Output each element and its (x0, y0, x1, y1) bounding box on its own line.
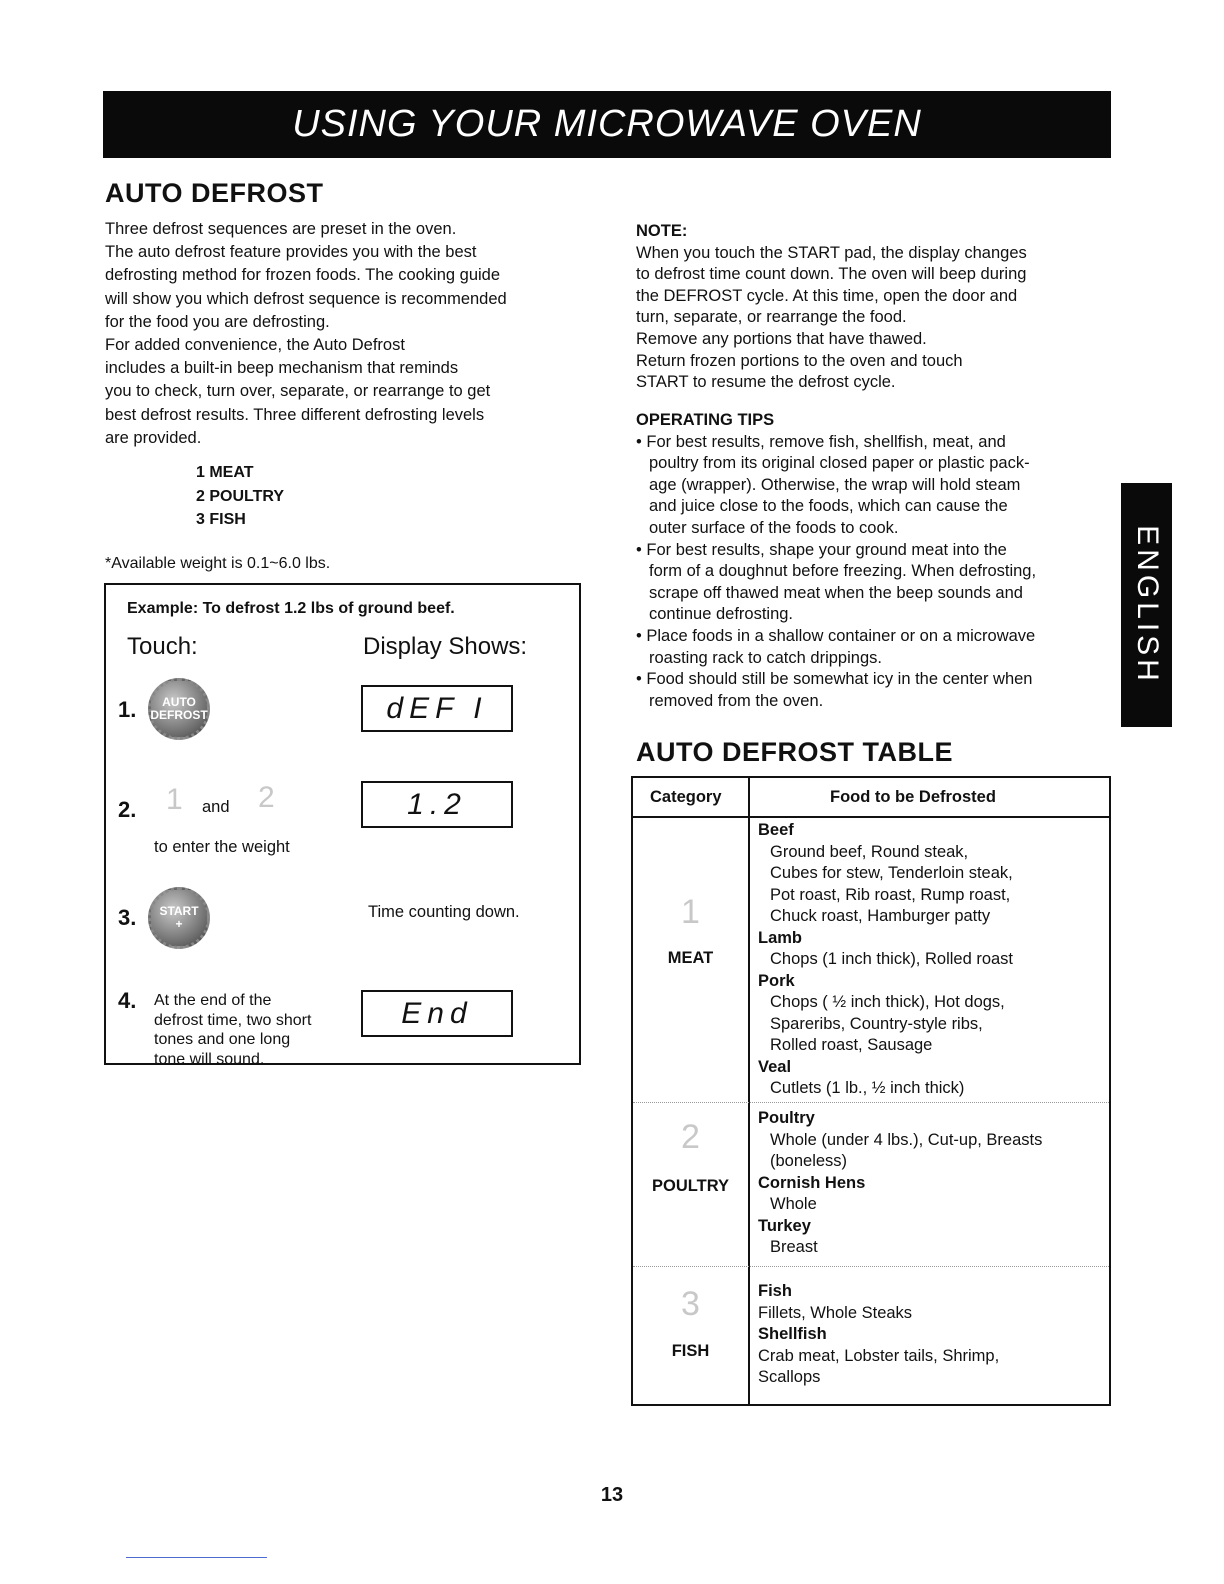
note-section (636, 221, 1027, 394)
food-group-heading: Pork (758, 971, 795, 990)
note-line: to defrost time count down. The oven will beep during (636, 265, 1027, 284)
auto-defrost-button-icon (148, 678, 210, 740)
tip-line: • Place foods in a shallow container or on a microwave (636, 626, 1036, 645)
step-four-line: At the end of the (154, 992, 272, 1009)
tip-line: • Food should still be somewhat icy in the center when (636, 670, 1033, 689)
tip-line: • For best results, shape your ground meat into the (636, 540, 1007, 559)
english-tab-label: ENGLISH (1130, 525, 1164, 685)
step-four-line: tones and one long (154, 1031, 291, 1048)
food-group-heading: Beef (758, 821, 794, 839)
intro-line: Three defrost sequences are preset in the oven. (105, 220, 457, 238)
english-language-tab (1121, 483, 1172, 727)
tip-line: • For best results, remove fish, shellfish, meat, and (636, 432, 1006, 451)
intro-line: you to check, turn over, separate, or rearrange to get (105, 382, 491, 401)
enter-weight-note: to enter the weight (154, 838, 290, 856)
step-number: 2. (118, 797, 137, 822)
food-item: Fillets, Whole Steaks (758, 1303, 913, 1322)
food-group-heading: Veal (758, 1057, 792, 1076)
food-column-header: Food to be Defrosted (830, 788, 996, 806)
tip-item (636, 432, 1036, 540)
note-line: When you touch the START pad, the display changes (636, 243, 1027, 262)
food-list (758, 1281, 999, 1389)
category-number-icon: 3 (681, 1285, 700, 1323)
tip-item (636, 626, 1036, 669)
intro-line: includes a built-in beep mechanism that reminds (105, 359, 459, 378)
food-item: Rolled roast, Sausage (770, 1036, 933, 1054)
level-item: 3 FISH (196, 511, 246, 528)
food-item: Chuck roast, Hamburger patty (770, 907, 991, 925)
auto-defrost-heading: AUTO DEFROST (105, 178, 324, 208)
tip-line: poultry from its original closed paper or plastic pack- (649, 454, 1030, 473)
lcd-display: 1.2 (361, 781, 513, 828)
tip-line: age (wrapper). Otherwise, the wrap will hold steam (649, 475, 1021, 494)
auto-defrost-table (631, 776, 1111, 1406)
example-title: Example: To defrost 1.2 lbs of ground beef. (127, 600, 455, 617)
food-group-heading: Turkey (758, 1216, 811, 1235)
column-divider (748, 778, 750, 1404)
food-group-heading: Lamb (758, 928, 803, 947)
button-label: DEFROST (150, 708, 208, 722)
note-line: the DEFROST cycle. At this time, open the door and (636, 286, 1018, 305)
button-label: START (159, 904, 199, 918)
touch-header: Touch: (127, 633, 198, 660)
category-label: MEAT (667, 949, 714, 967)
example-box (104, 583, 581, 1068)
food-group-heading: Poultry (758, 1109, 815, 1127)
intro-line: best defrost results. Three different defrosting levels (105, 405, 485, 424)
category-column-header: Category (650, 788, 722, 806)
tip-line: form of a doughnut before freezing. When defrosting, (649, 562, 1037, 581)
food-item: Whole (770, 1195, 817, 1213)
note-line: turn, separate, or rearrange the food. (636, 308, 907, 327)
category-label: POULTRY (652, 1177, 729, 1195)
button-label: + (175, 917, 183, 931)
lcd-display: dEF I (361, 685, 513, 732)
start-button-icon (148, 887, 210, 949)
food-item: Pot roast, Rib roast, Rump roast, (770, 885, 1011, 904)
row-separator (633, 1266, 1109, 1267)
category-label: FISH (671, 1342, 710, 1360)
page-banner (103, 91, 1111, 158)
food-item: Breast (770, 1238, 818, 1256)
step-four-line: defrost time, two short (154, 1011, 312, 1029)
available-weight-note: *Available weight is 0.1~6.0 lbs. (105, 555, 331, 572)
food-item: Crab meat, Lobster tails, Shrimp, (758, 1346, 1000, 1365)
note-line: Remove any portions that have thawed. (636, 329, 927, 348)
food-group-heading: Fish (758, 1282, 792, 1300)
food-item: Spareribs, Country-style ribs, (770, 1014, 983, 1033)
intro-line: for the food you are defrosting. (105, 312, 330, 331)
intro-line: The auto defrost feature provides you with the best (105, 243, 477, 262)
tip-item (636, 669, 1036, 712)
display-shows-header: Display Shows: (363, 633, 528, 660)
food-group-heading: Shellfish (758, 1325, 827, 1343)
note-line: START to resume the defrost cycle. (636, 373, 896, 392)
tip-line: removed from the oven. (649, 691, 824, 710)
table-header (633, 778, 1109, 818)
intro-line: For added convenience, the Auto Defrost (105, 336, 405, 355)
step-number: 4. (118, 988, 137, 1013)
food-item: Whole (under 4 lbs.), Cut-up, Breasts (770, 1130, 1043, 1149)
tip-line: roasting rack to catch drippings. (649, 648, 882, 667)
step-four-text (154, 991, 311, 1069)
banner-title: USING YOUR MICROWAVE OVEN (292, 103, 922, 145)
tips-heading: OPERATING TIPS (636, 411, 775, 429)
and-text: and (202, 798, 230, 816)
food-item: Chops (1 inch thick), Rolled roast (770, 950, 1014, 968)
category-number-icon: 2 (681, 1118, 700, 1156)
level-item: 1 MEAT (196, 464, 254, 481)
intro-line: defrosting method for frozen foods. The cooking guide (105, 266, 501, 285)
defrost-levels-list (196, 461, 284, 532)
operating-tips-section (636, 410, 1036, 712)
food-group-heading: Cornish Hens (758, 1173, 866, 1192)
intro-paragraph (105, 218, 507, 450)
tip-item (636, 540, 1036, 626)
category-number-icon: 1 (681, 893, 700, 931)
footer-rule (126, 1557, 267, 1558)
note-line: Return frozen portions to the oven and touch (636, 351, 963, 370)
food-item: Cutlets (1 lb., ½ inch thick) (770, 1079, 965, 1097)
step-number: 1. (118, 697, 137, 722)
food-item: Ground beef, Round steak, (770, 842, 969, 861)
row-separator (633, 1102, 1109, 1103)
level-item: 2 POULTRY (196, 487, 285, 505)
food-list (758, 1108, 1042, 1259)
key-one-icon: 1 (166, 783, 183, 816)
food-item: Chops ( ½ inch thick), Hot dogs, (770, 993, 1005, 1011)
food-item: Cubes for stew, Tenderloin steak, (770, 864, 1013, 882)
button-label: AUTO (162, 695, 196, 709)
auto-defrost-table-heading: AUTO DEFROST TABLE (636, 737, 953, 767)
food-list (758, 820, 1013, 1100)
note-heading: NOTE: (636, 222, 688, 240)
food-item: Scallops (758, 1368, 821, 1386)
tip-line: outer surface of the foods to cook. (649, 518, 899, 537)
lcd-display: End (361, 990, 513, 1037)
step-four-line: tone will sound. (154, 1050, 265, 1068)
intro-line: will show you which defrost sequence is recommended (105, 289, 507, 308)
key-two-icon: 2 (258, 781, 275, 814)
food-item: (boneless) (770, 1152, 848, 1170)
tip-line: and juice close to the foods, which can cause the (649, 497, 1008, 516)
tip-line: scrape off thawed meat when the beep sounds and (649, 583, 1023, 602)
tip-line: continue defrosting. (649, 605, 794, 624)
time-counting-text: Time counting down. (368, 903, 520, 921)
intro-line: are provided. (105, 428, 202, 447)
step-number: 3. (118, 905, 137, 930)
page-number: 13 (600, 1484, 624, 1506)
